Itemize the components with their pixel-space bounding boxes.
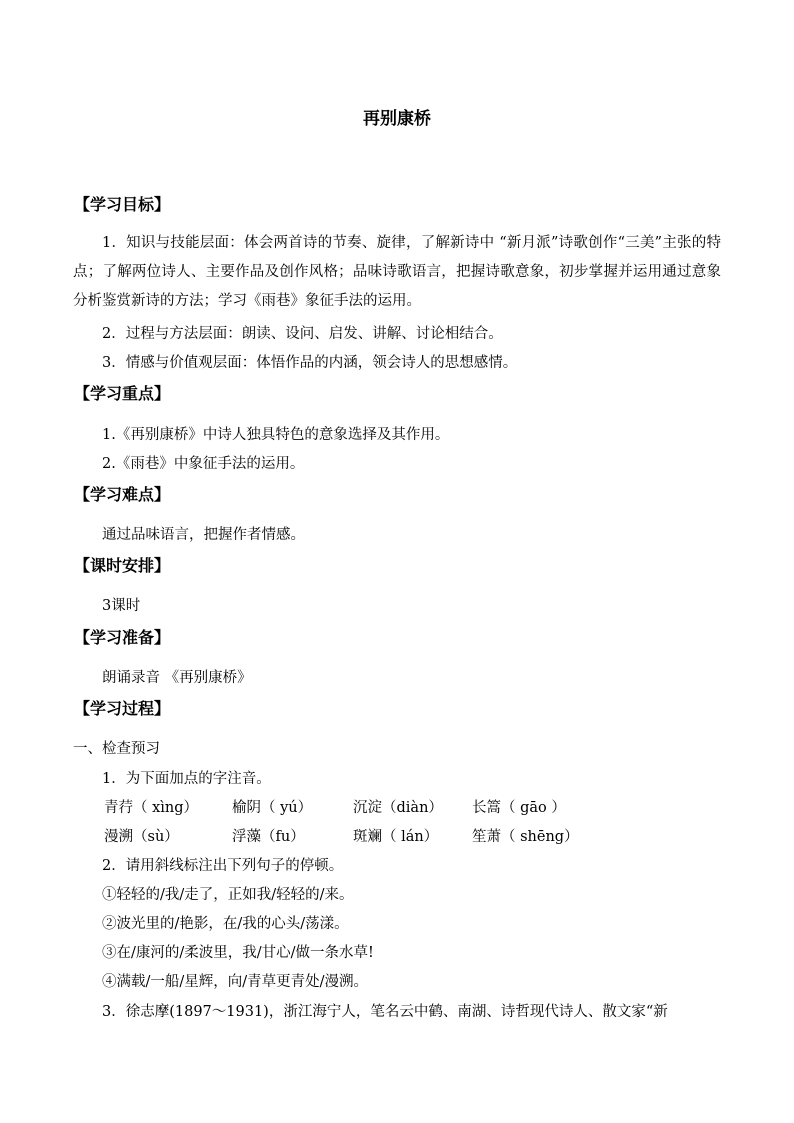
sentence-4: ④满载/一船/星辉，向/青草更青处/漫溯。 [102, 974, 369, 990]
sentence-3: ③在/康河的/柔波里，我/甘心/做一条水草! [102, 945, 374, 961]
objective-item-1: 1．知识与技能层面：体会两首诗的节奏、旋律，了解新诗中 “新月派”诗歌创作“三美”主张的特点；了解两位诗人、主要作品及创作风格；品味诗歌语言，把握诗歌意象，初步掌握并运用通过意象分析鉴赏新诗的方法；学习《雨巷》象征手法的运用。 [73, 235, 721, 309]
process-part-1: 一、检查预习 [73, 741, 160, 757]
question-2: 2．请用斜线标注出下列句子的停顿。 [102, 858, 344, 874]
pinyin-item: 漫溯（sù） [104, 829, 179, 845]
question-1: 1．为下面加点的字注音。 [102, 771, 271, 787]
pinyin-item: 笙萧（ shēng） [472, 829, 579, 845]
question-3: 3．徐志摩(1897～1931)，浙江海宁人，笔名云中鹤、南湖、诗哲现代诗人、散文家“新 [102, 1004, 668, 1020]
pinyin-item: 沉淀（diàn） [353, 800, 443, 816]
heading-preparation: 【学习准备】 [74, 628, 171, 647]
page-title: 再别康桥 [363, 109, 431, 129]
objective-item-2: 2．过程与方法层面：朗读、设问、启发、讲解、讨论相结合。 [102, 326, 503, 342]
difficulty-text: 通过品味语言，把握作者情感。 [102, 527, 305, 543]
pinyin-item: 斑斓（ lán） [353, 829, 439, 845]
heading-objectives: 【学习目标】 [74, 195, 171, 214]
heading-process: 【学习过程】 [74, 699, 171, 718]
key-point-item-1: 1.《再别康桥》中诗人独具特色的意象选择及其作用。 [102, 427, 450, 443]
pinyin-item: 长篙（ gāo ） [472, 800, 566, 816]
heading-schedule: 【课时安排】 [74, 556, 171, 575]
pinyin-item: 浮藻（fu） [232, 829, 305, 845]
sentence-1: ①轻轻的/我/走了，正如我/轻轻的/来。 [102, 887, 354, 903]
schedule-text: 3课时 [102, 598, 141, 614]
sentence-2: ②波光里的/艳影，在/我的心头/荡漾。 [102, 916, 349, 932]
preparation-text: 朗诵录音 《再别康桥》 [102, 670, 252, 686]
objective-item-3: 3．情感与价值观层面：体悟作品的内涵，领会诗人的思想感情。 [102, 355, 518, 371]
pinyin-item: 青荇（ xìng） [104, 800, 199, 816]
heading-difficulties: 【学习难点】 [74, 485, 171, 504]
key-point-item-2: 2.《雨巷》中象征手法的运用。 [102, 456, 305, 472]
heading-key-points: 【学习重点】 [74, 384, 171, 403]
pinyin-item: 榆阴（ yú） [232, 800, 313, 816]
